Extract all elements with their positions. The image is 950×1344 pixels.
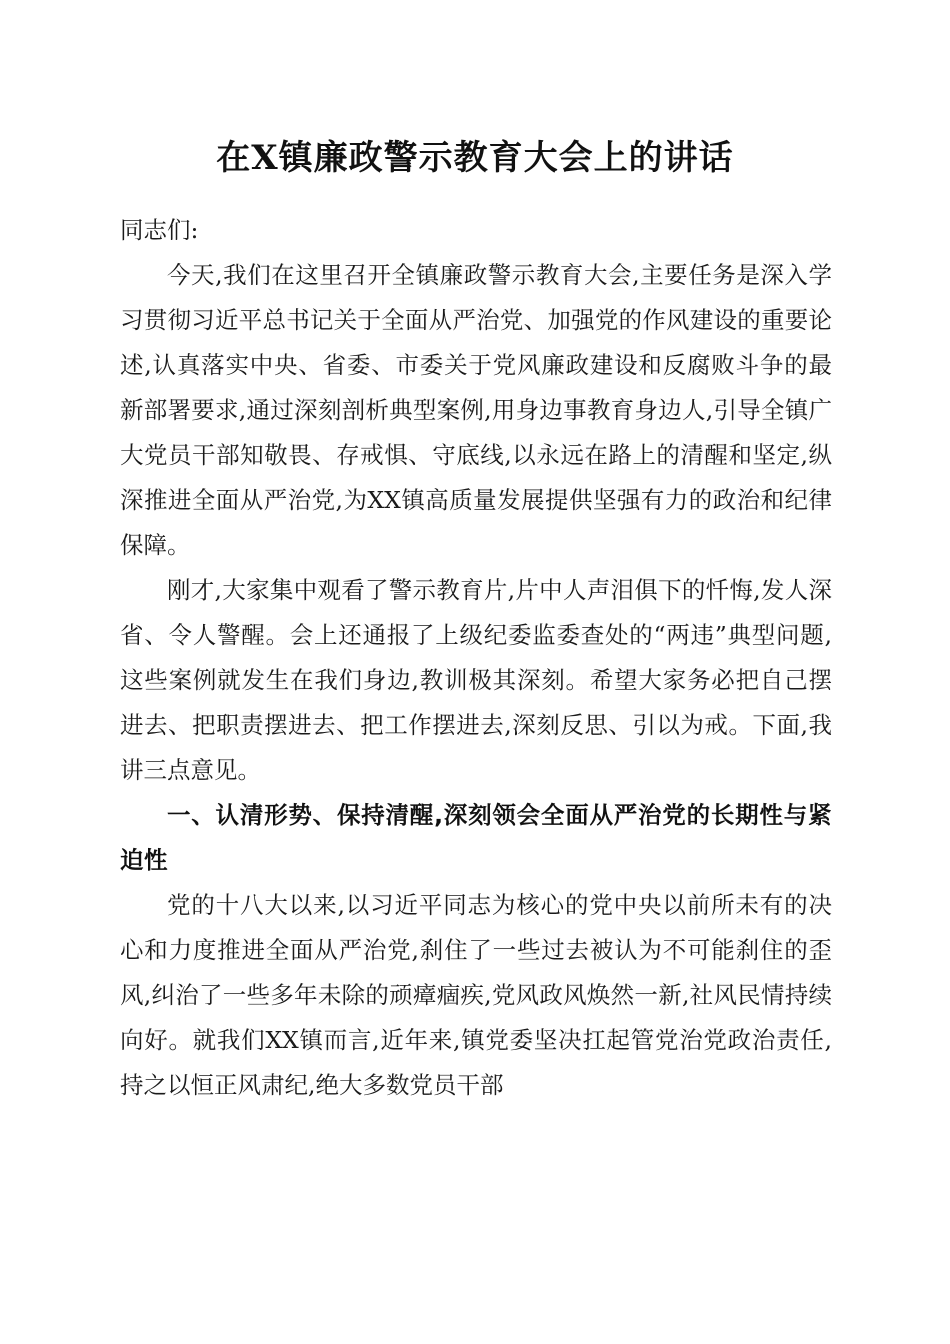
paragraph-section-1: 党的十八大以来,以习近平同志为核心的党中央以前所未有的决心和力度推进全面从严治党,刹住了一些过去被认为不可能刹住的歪风,纠治了一些多年未除的顽瘴痼疾,党风政风焕然一新,社风民情持续向好。就我们XX镇而言,近年来,镇党委坚决扛起管党治党政治责任,持之以恒正风肃纪,绝大多数党员干部 [120, 891, 832, 1099]
paragraph-opening: 今天,我们在这里召开全镇廉政警示教育大会,主要任务是深入学习贯彻习近平总书记关于全面从严治党、加强党的作风建设的重要论述,认真落实中央、省委、市委关于党风廉政建设和反腐败斗争的最新部署要求,通过深刻剖析典型案例,用身边事教育身边人,引导全镇广大党员干部知敬畏、存戒惧、守底线,以永远在路上的清醒和坚定,纵深推进全面从严治党,为XX镇高质量发展提供坚强有力的政治和纪律保障。 [120, 261, 832, 559]
salutation: 同志们: [120, 216, 199, 244]
document-body [120, 208, 832, 1108]
section-heading-1: 一、认清形势、保持清醒,深刻领会全面从严治党的长期性与紧迫性 [120, 801, 832, 874]
paragraph-warning-film: 刚才,大家集中观看了警示教育片,片中人声泪俱下的忏悔,发人深省、令人警醒。会上还通报了上级纪委监委查处的“两违”典型问题,这些案例就发生在我们身边,教训极其深刻。希望大家务必把自己摆进去、把职责摆进去、把工作摆进去,深刻反思、引以为戒。下面,我讲三点意见。 [120, 576, 832, 784]
document-title: 在X镇廉政警示教育大会上的讲话 [216, 138, 734, 178]
